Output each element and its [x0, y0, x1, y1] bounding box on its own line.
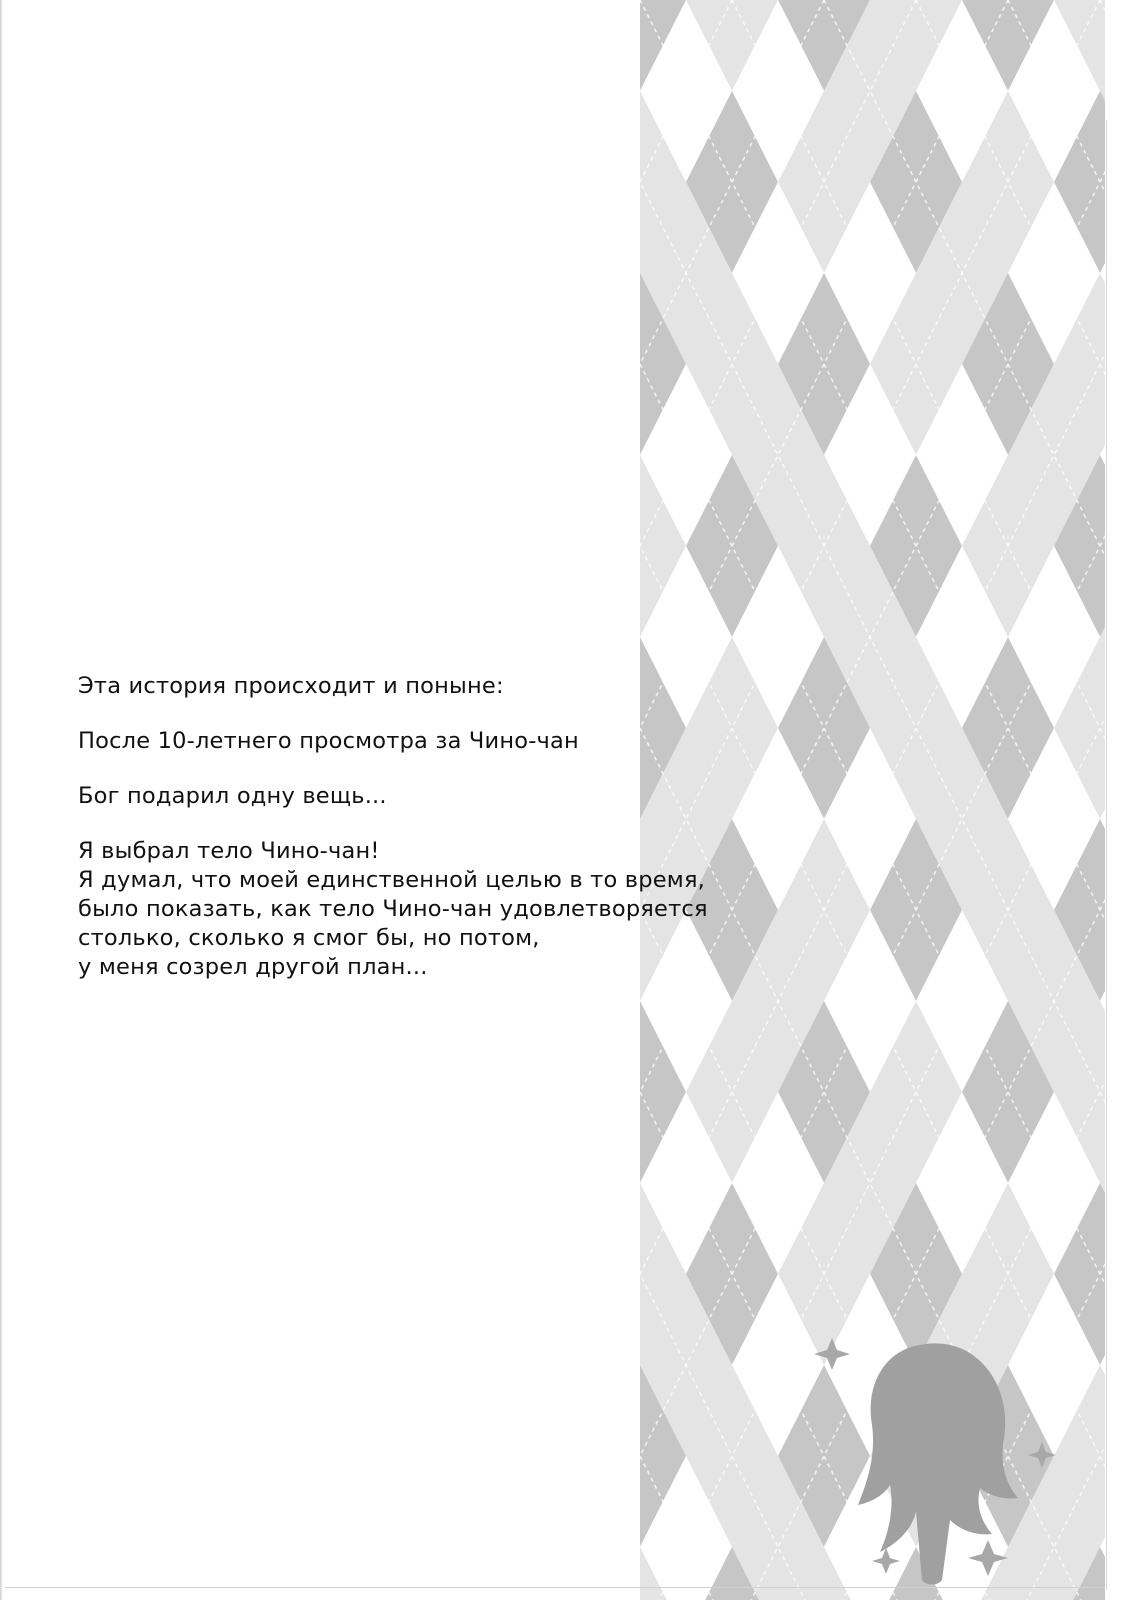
line-gap — [78, 756, 878, 782]
narration-line-4: Я выбрал тело Чино-чан! — [78, 838, 380, 864]
right-edge-line — [1106, 120, 1107, 1590]
narration-line-6: было показать, как тело Чино-чан удовлетворяется — [78, 896, 708, 922]
line-gap — [78, 811, 878, 837]
narration-line-8: у меня созрел другой план... — [78, 954, 428, 980]
line-gap — [78, 701, 878, 727]
sparkle-icon — [872, 1548, 900, 1574]
right-margin — [1105, 0, 1131, 1600]
page-edge — [0, 0, 3, 1600]
sparkle-icon — [968, 1540, 1008, 1576]
narration-line-5: Я думал, что моей единственной целью в то время, — [78, 867, 706, 893]
narration-text-block — [78, 672, 878, 982]
narration-line-3: Бог подарил одну вещь... — [78, 783, 387, 809]
narration-line-7: столько, сколько я смог бы, но потом, — [78, 925, 540, 951]
sparkle-icon — [1028, 1442, 1056, 1468]
narration-line-2: После 10-летнего просмотра за Чино-чан — [78, 728, 579, 754]
narration-line-1: Эта история происходит и поныне: — [78, 673, 504, 699]
chibi-girl-silhouette-icon — [810, 1290, 1070, 1590]
sparkle-icon — [814, 1338, 850, 1370]
